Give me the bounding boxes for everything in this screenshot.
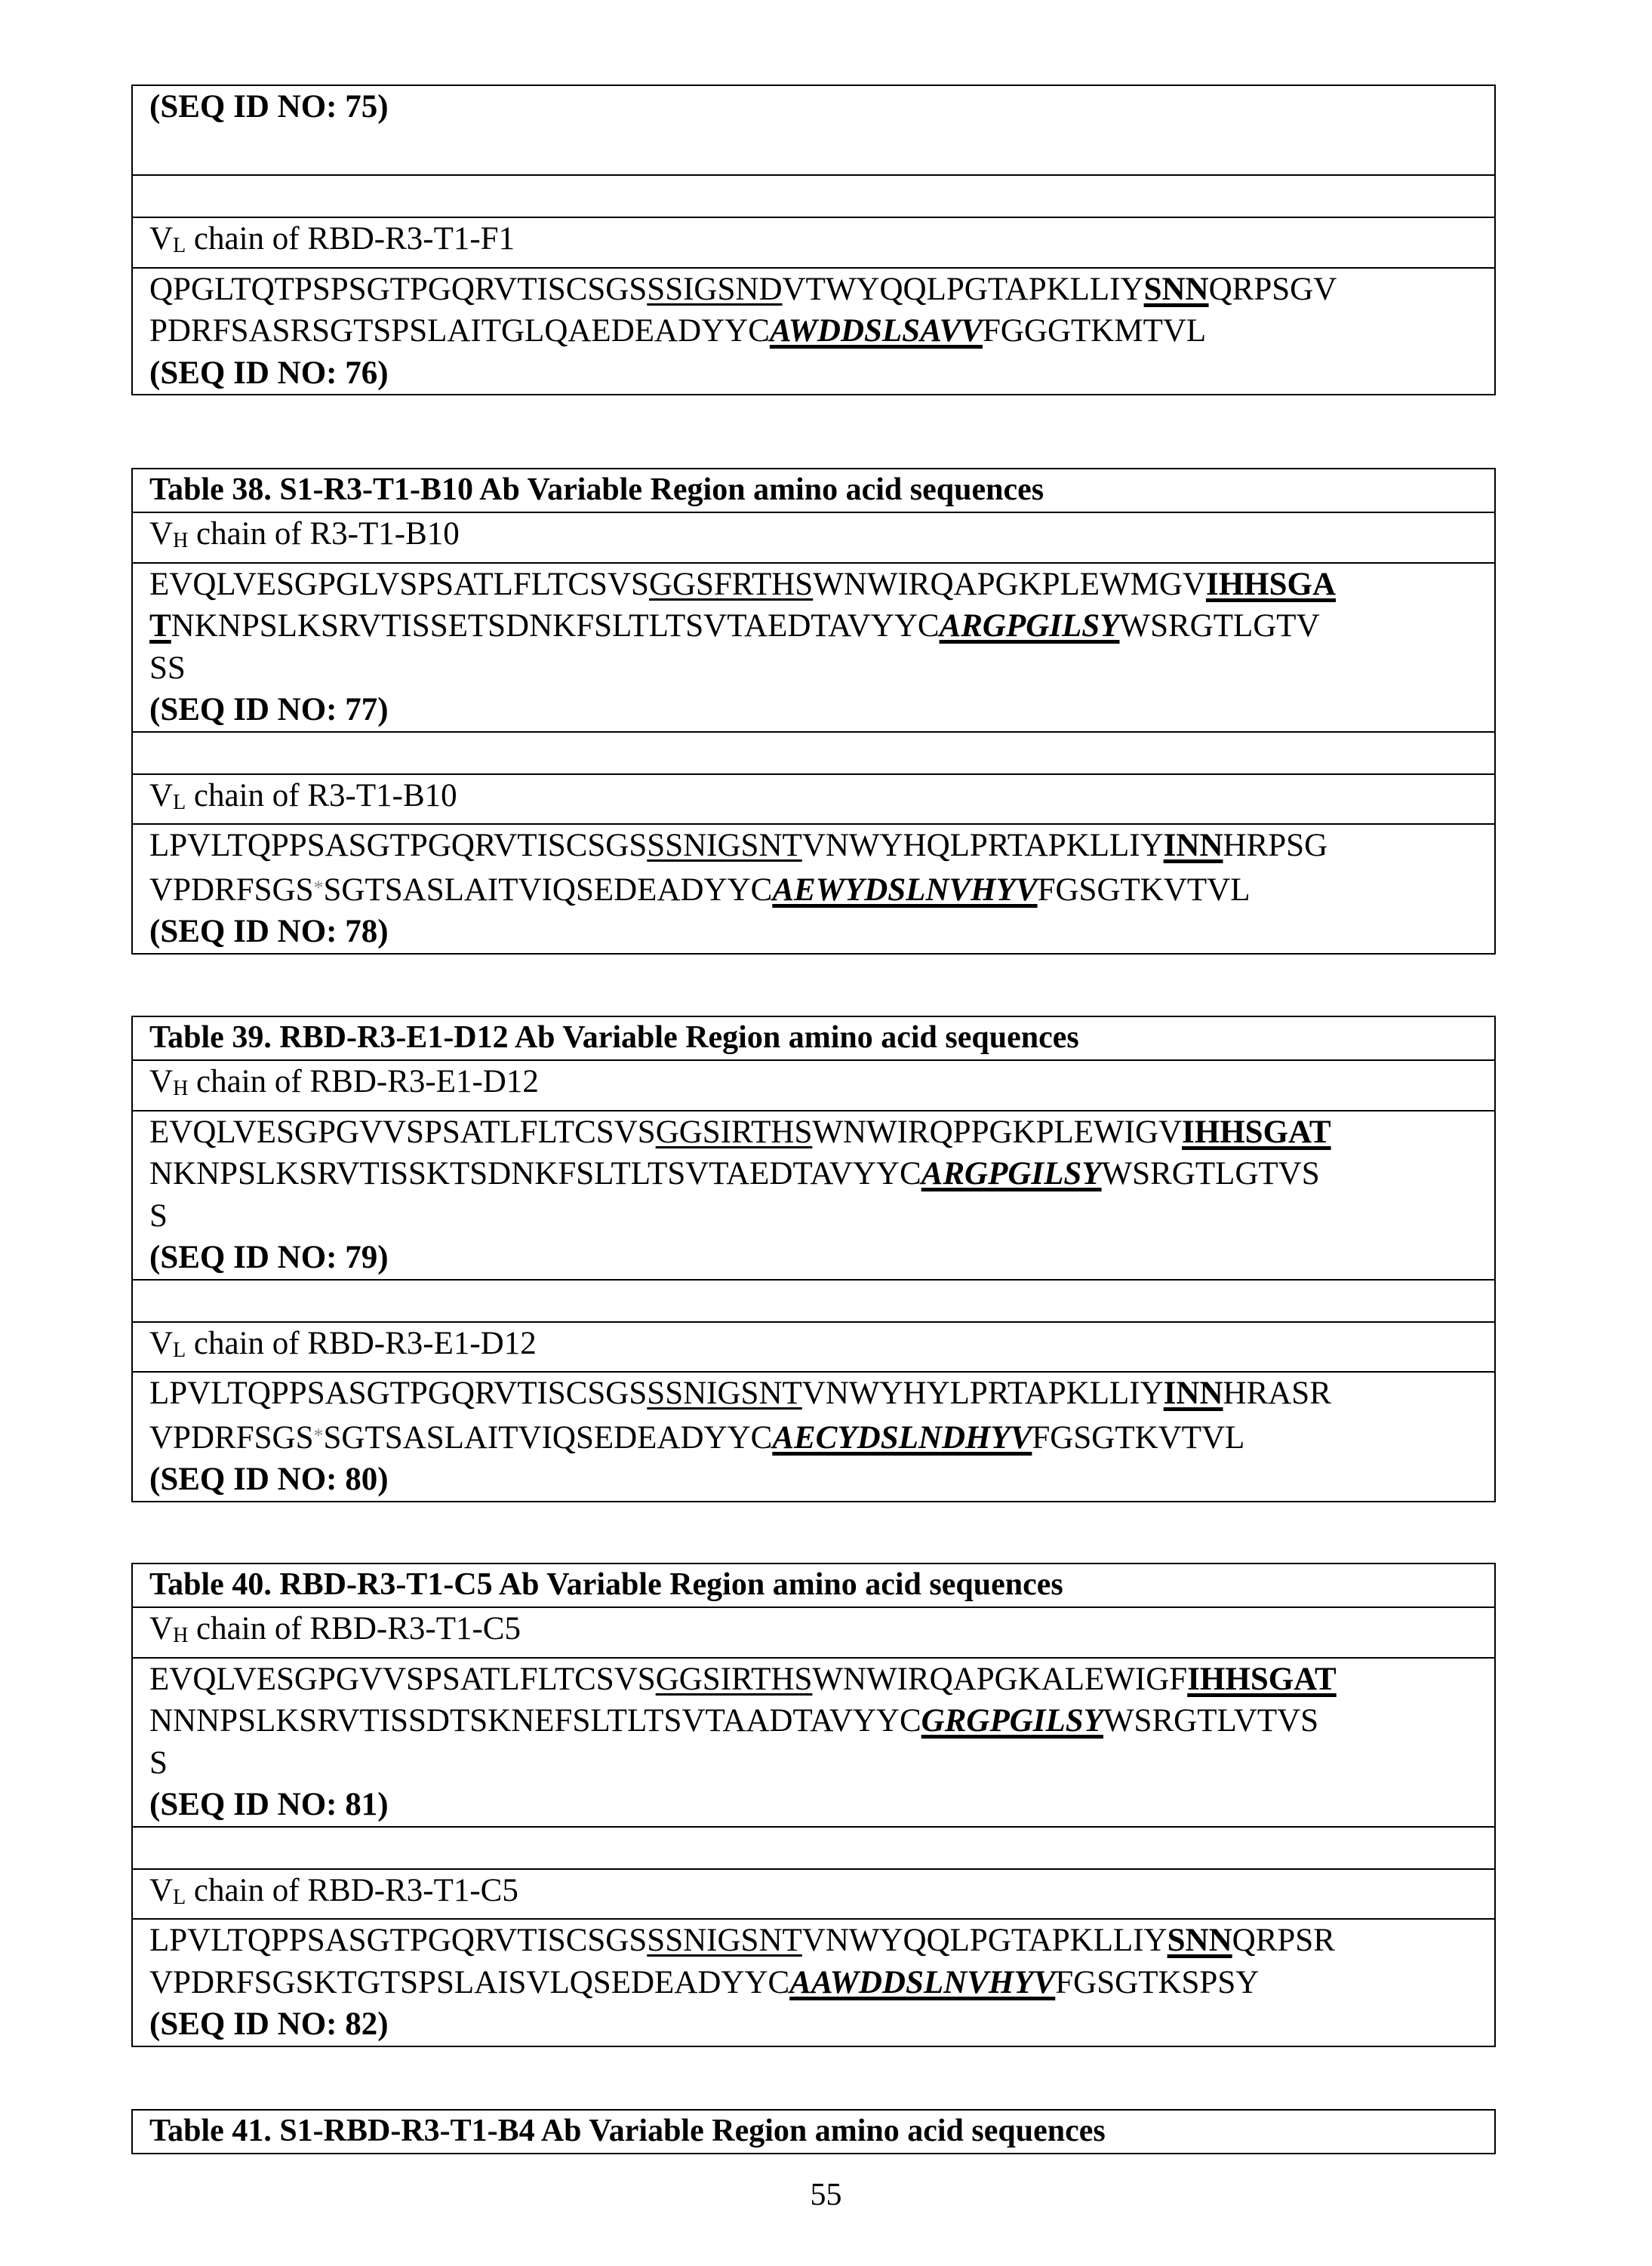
sequence-cell (133, 1371, 1494, 1501)
framework-segment: NKNPSLKSRVTISSKTSDNKFSLTLTSVTAEDTAVYYC (149, 1156, 921, 1191)
sequence-line (149, 1659, 1478, 1701)
seq-id-label: (SEQ ID NO: 77) (149, 689, 1478, 731)
chain-label-prefix: V (149, 1064, 173, 1099)
cdr2-segment: IHHSGAT (1187, 1662, 1337, 1697)
chain-label-text: chain of R3-T1-B10 (188, 516, 459, 552)
chain-label-text: chain of RBD-R3-T1-C5 (186, 1873, 518, 1908)
cdr2-segment: IHHSGAT (1182, 1115, 1331, 1150)
sequence-cell (133, 562, 1494, 731)
chain-label-row (133, 512, 1494, 562)
sequence-line (149, 1742, 1478, 1785)
table-title: Table 41. S1-RBD-R3-T1-B4 Ab Variable Region amino acid sequences (133, 2111, 1494, 2153)
chain-label-text: chain of RBD-R3-E1-D12 (186, 1326, 537, 1361)
chain-label-subscript: L (173, 234, 186, 257)
framework-segment: QRPSR (1232, 1923, 1335, 1958)
framework-segment: SGTSASLAITVIQSEDEADYYC (324, 872, 773, 908)
page-number: 55 (0, 2177, 1652, 2213)
framework-segment: LPVLTQPPSASGTPGQRVTISCSGS (149, 828, 647, 863)
chain-label-row (133, 1606, 1494, 1657)
framework-segment: HRPSG (1223, 828, 1328, 863)
seq-id-label: (SEQ ID NO: 78) (149, 911, 1478, 953)
cdr3-segment: AWDDSLSAVV (770, 313, 983, 349)
cdr3-segment: GRGPGILSY (921, 1703, 1103, 1739)
chain-label-subscript: L (173, 1339, 186, 1362)
framework-segment: WSRGTLVTVS (1103, 1703, 1318, 1739)
framework-segment: VPDRFSGS (149, 1420, 314, 1456)
sequence-table (131, 2109, 1496, 2154)
framework-segment: NKNPSLKSRVTISSETSDNKFSLTLTSVTAEDTAVYYC (171, 608, 940, 644)
framework-segment: VPDRFSGSKTGTSPSLAISVLQSEDEADYYC (149, 1965, 789, 2000)
framework-segment: WNWIRQAPGKPLEWMGV (813, 567, 1206, 602)
sequence-line (149, 1700, 1478, 1742)
sequence-table-continued (131, 85, 1496, 395)
sequence-line (149, 269, 1478, 311)
sequence-line (149, 1373, 1478, 1415)
chain-label-prefix: V (149, 1611, 173, 1646)
cdr1-segment: SSNIGSNT (647, 1376, 802, 1411)
chain-label-text: chain of RBD-R3-T1-F1 (186, 221, 515, 257)
framework-segment: FGSGTKSPSY (1055, 1965, 1259, 2000)
framework-segment: LPVLTQPPSASGTPGQRVTISCSGS (149, 1376, 647, 1411)
sequence-table (131, 1563, 1496, 2047)
cdr1-segment: GGSIRTHS (656, 1115, 813, 1150)
seq-id-label: (SEQ ID NO: 82) (149, 2003, 1478, 2046)
framework-segment: WSRGTLGTVS (1102, 1156, 1320, 1191)
framework-segment: WNWIRQPPGKPLEWIGV (812, 1115, 1182, 1150)
framework-segment: WNWIRQAPGKALEWIGF (812, 1662, 1187, 1697)
framework-segment: WSRGTLGTV (1119, 608, 1319, 644)
table-title: Table 39. RBD-R3-E1-D12 Ab Variable Region amino acid sequences (133, 1017, 1494, 1059)
framework-segment: FGSGTKVTVL (1038, 872, 1251, 908)
framework-segment: SS (149, 650, 186, 686)
sequence-table (131, 468, 1496, 955)
chain-label-subscript: H (173, 1077, 188, 1100)
sequence-cell (133, 823, 1494, 953)
sequence-cell (133, 1110, 1494, 1279)
sequence-line (149, 605, 1478, 647)
chain-label-prefix: V (149, 1873, 173, 1908)
sequence-line (149, 310, 1478, 352)
chain-label-subscript: H (173, 529, 188, 552)
sequence-line (149, 867, 1478, 912)
framework-segment: VNWYQQLPGTAPKLLIY (802, 1923, 1167, 1958)
framework-segment: HRASR (1223, 1376, 1331, 1411)
cdr3-segment: AEWYDSLNVHYV (772, 872, 1037, 908)
framework-segment: FGSGTKVTVL (1032, 1420, 1244, 1456)
seq-id-row (133, 86, 1494, 174)
framework-segment: NNNPSLKSRVTISSDTSKNEFSLTLTSVTAADTAVYYC (149, 1703, 921, 1739)
cdr2-segment: T (149, 608, 171, 644)
sequence-cell (133, 267, 1494, 395)
sequence-cell (133, 1657, 1494, 1826)
table-title: Table 38. S1-R3-T1-B10 Ab Variable Region amino acid sequences (133, 469, 1494, 512)
chain-label-prefix: V (149, 221, 173, 257)
cdr3-segment: ARGPGILSY (921, 1156, 1102, 1191)
framework-segment: EVQLVESGPGVVSPSATLFLTCSVS (149, 1115, 656, 1150)
cdr3-segment: ARGPGILSY (940, 608, 1120, 644)
framework-segment: S (149, 1745, 168, 1781)
framework-segment: QRPSGV (1209, 272, 1337, 307)
annotation-mark: * (314, 1425, 324, 1447)
cdr1-segment: GGSFRTHS (649, 567, 813, 602)
framework-segment: PDRFSASRSGTSPSLAITGLQAEDEADYYC (149, 313, 770, 349)
framework-segment: VNWYHQLPRTAPKLLIY (802, 828, 1164, 863)
framework-segment: VNWYHYLPRTAPKLLIY (802, 1376, 1164, 1411)
empty-row (133, 174, 1494, 217)
framework-segment: LPVLTQPPSASGTPGQRVTISCSGS (149, 1923, 647, 1958)
seq-id-label: (SEQ ID NO: 81) (149, 1784, 1478, 1826)
sequence-line (149, 1111, 1478, 1154)
framework-segment: EVQLVESGPGVVSPSATLFLTCSVS (149, 1662, 656, 1697)
chain-label-row (133, 773, 1494, 824)
empty-row (133, 1826, 1494, 1868)
framework-segment: SGTSASLAITVIQSEDEADYYC (324, 1420, 773, 1456)
sequence-line (149, 1153, 1478, 1195)
seq-id-label: (SEQ ID NO: 79) (149, 1237, 1478, 1279)
sequence-cell (133, 1918, 1494, 2046)
chain-label-subscript: H (173, 1624, 188, 1647)
framework-segment: S (149, 1198, 168, 1234)
seq-id-label: (SEQ ID NO: 80) (149, 1459, 1478, 1501)
framework-segment: VPDRFSGS (149, 872, 314, 908)
cdr2-segment: SNN (1144, 272, 1209, 307)
sequence-line (149, 647, 1478, 690)
cdr2-segment: INN (1164, 828, 1223, 863)
framework-segment: VTWYQQLPGTAPKLLIY (783, 272, 1144, 307)
chain-label-row (133, 1321, 1494, 1372)
cdr3-segment: AAWDDSLNVHYV (789, 1965, 1055, 2000)
cdr2-segment: SNN (1167, 1923, 1232, 1958)
cdr1-segment: SSNIGSNT (647, 828, 802, 863)
chain-label-text: chain of RBD-R3-T1-C5 (188, 1611, 521, 1646)
chain-label-row (133, 1059, 1494, 1110)
chain-label-row (133, 1868, 1494, 1919)
sequence-table (131, 1016, 1496, 1502)
sequence-line (149, 564, 1478, 606)
chain-label-prefix: V (149, 516, 173, 552)
chain-label-row (133, 217, 1494, 267)
cdr1-segment: SSNIGSNT (647, 1923, 802, 1958)
empty-row (133, 731, 1494, 773)
cdr2-segment: IHHSGA (1206, 567, 1336, 602)
sequence-line (149, 1962, 1478, 2004)
cdr1-segment: GGSIRTHS (656, 1662, 813, 1697)
framework-segment: QPGLTQTPSPSGTPGQRVTISCSGS (149, 272, 647, 307)
cdr3-segment: AECYDSLNDHYV (772, 1420, 1032, 1456)
framework-segment: EVQLVESGPGLVSPSATLFLTCSVS (149, 567, 649, 602)
chain-label-subscript: L (173, 1886, 186, 1909)
sequence-line (149, 825, 1478, 867)
sequence-line (149, 1415, 1478, 1459)
chain-label-prefix: V (149, 1326, 173, 1361)
chain-label-subscript: L (173, 791, 186, 814)
table-title: Table 40. RBD-R3-T1-C5 Ab Variable Region amino acid sequences (133, 1564, 1494, 1606)
cdr1-segment: SSIGSND (647, 272, 782, 307)
sequence-line (149, 1920, 1478, 1962)
empty-row (133, 1279, 1494, 1321)
seq-id-label: (SEQ ID NO: 75) (149, 86, 1478, 128)
sequence-line (149, 1195, 1478, 1238)
seq-id-label: (SEQ ID NO: 76) (149, 352, 1478, 395)
cdr2-segment: INN (1164, 1376, 1223, 1411)
chain-label-text: chain of RBD-R3-E1-D12 (188, 1064, 539, 1099)
annotation-mark: * (314, 877, 324, 899)
framework-segment: FGGGTKMTVL (983, 313, 1206, 349)
chain-label-prefix: V (149, 778, 173, 813)
chain-label-text: chain of R3-T1-B10 (186, 778, 457, 813)
